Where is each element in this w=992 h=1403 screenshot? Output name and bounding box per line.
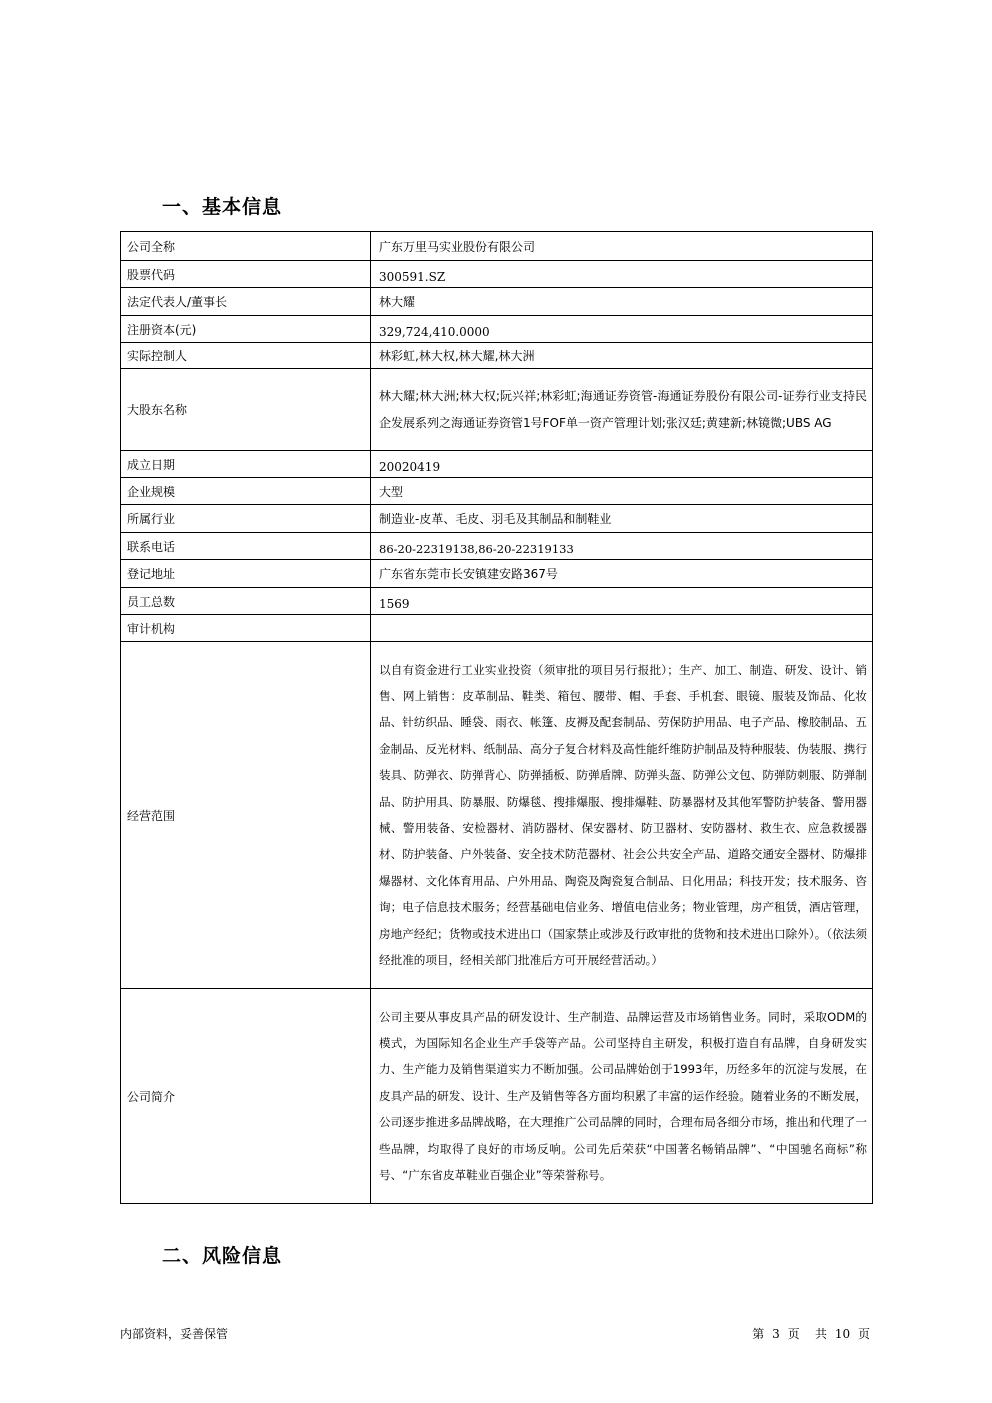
table-row bbox=[121, 288, 873, 316]
row-value: 20020419 bbox=[371, 451, 873, 478]
row-label: 公司简介 bbox=[121, 989, 371, 1204]
row-value: 林彩虹,林大权,林大耀,林大洲 bbox=[371, 343, 873, 369]
row-label: 成立日期 bbox=[121, 451, 371, 478]
page-number bbox=[750, 1325, 872, 1342]
table-row bbox=[121, 478, 873, 505]
row-value: 制造业-皮革、毛皮、羽毛及其制品和制鞋业 bbox=[371, 505, 873, 533]
row-label: 法定代表人/董事长 bbox=[121, 288, 371, 316]
table-row bbox=[121, 369, 873, 451]
row-label: 联系电话 bbox=[121, 533, 371, 560]
row-value bbox=[371, 615, 873, 642]
row-label: 股票代码 bbox=[121, 261, 371, 288]
row-label: 审计机构 bbox=[121, 615, 371, 642]
row-value: 300591.SZ bbox=[371, 261, 873, 288]
row-value: 广东省东莞市长安镇建安路367号 bbox=[371, 560, 873, 588]
row-value: 公司主要从事皮具产品的研发设计、生产制造、品牌运营及市场销售业务。同时，采取ODM的模式，为国际知名企业生产手袋等产品。公司坚持自主研发，积极打造自有品牌，自身研发实力、生产能力及销售渠道实力不断加强。公司品牌始创于1993年，历经多年的沉淀与发展，在皮具产品的研发、设计、生产及销售等各方面均积累了丰富的运作经验。随着业务的不断发展，公司逐步推进多品牌战略，在大理推广公司品牌的同时，合理布局各细分市场，推出和代理了一些品牌，均取得了良好的市场反响。公司先后荣获“中国著名畅销品牌”、“中国驰名商标”称号、“广东省皮革鞋业百强企业”等荣誉称号。 bbox=[371, 989, 873, 1204]
table-row bbox=[121, 989, 873, 1204]
page-current: 3 bbox=[772, 1327, 780, 1341]
footer-confidential-note: 内部资料，妥善保管 bbox=[120, 1327, 229, 1341]
row-label: 大股东名称 bbox=[121, 369, 371, 451]
row-value: 林大耀 bbox=[371, 288, 873, 316]
row-value: 大型 bbox=[371, 478, 873, 505]
row-label: 公司全称 bbox=[121, 232, 371, 261]
row-value: 329,724,410.0000 bbox=[371, 316, 873, 343]
section-title-risk-info: 二、风险信息 bbox=[162, 1245, 283, 1267]
table-row bbox=[121, 560, 873, 588]
row-label: 实际控制人 bbox=[121, 343, 371, 369]
row-value: 以自有资金进行工业实业投资（须审批的项目另行报批）；生产、加工、制造、研发、设计、销售、网上销售：皮革制品、鞋类、箱包、腰带、帽、手套、手机套、眼镜、服装及饰品、化妆品、针纺织品、睡袋、雨衣、帐篷、皮褥及配套制品、劳保防护用品、电子产品、橡胶制品、五金制品、反光材料、纸制品、高分子复合材料及高性能纤维防护制品及特种服装、伪装服、携行装具、防弹衣、防弹背心、防弹插板、防弹盾牌、防弹头盔、防弹公文包、防弹防刺服、防弹制品、防护用具、防暴服、防爆毯、搜排爆服、搜排爆鞋、防暴器材及其他军警防护装备、警用器械、警用装备、安检器材、消防器材、保安器材、防卫器材、安防器材、救生衣、应急救援器材、防护装备、户外装备、安全技术防范器材、社会公共安全产品、道路交通安全器材、防爆排爆器材、文化体育用品、户外用品、陶瓷及陶瓷复合制品、日化用品；科技开发；技术服务、咨询；电子信息技术服务；经营基础电信业务、增值电信业务；物业管理，房产租赁，酒店管理，房地产经纪；货物或技术进出口（国家禁止或涉及行政审批的货物和技术进出口除外）。（依法须经批准的项目，经相关部门批准后方可开展经营活动。） bbox=[371, 642, 873, 989]
row-label: 登记地址 bbox=[121, 560, 371, 588]
row-label: 员工总数 bbox=[121, 588, 371, 615]
total-prefix: 共 bbox=[815, 1327, 828, 1341]
row-label: 企业规模 bbox=[121, 478, 371, 505]
table-row bbox=[121, 316, 873, 343]
row-value: 林大耀;林大洲;林大权;阮兴祥;林彩虹;海通证券资管-海通证券股份有限公司-证券行业支持民企发展系列之海通证券资管1号FOF单一资产管理计划;张汉廷;黄建新;林镜微;UBS AG bbox=[371, 369, 873, 451]
basic-info-table bbox=[120, 231, 873, 1204]
row-label: 经营范围 bbox=[121, 642, 371, 989]
row-label: 注册资本(元) bbox=[121, 316, 371, 343]
row-value: 广东万里马实业股份有限公司 bbox=[371, 232, 873, 261]
page-prefix: 第 bbox=[752, 1327, 765, 1341]
total-unit: 页 bbox=[857, 1327, 870, 1341]
table-row bbox=[121, 505, 873, 533]
row-label: 所属行业 bbox=[121, 505, 371, 533]
table-row bbox=[121, 533, 873, 560]
table-row bbox=[121, 642, 873, 989]
row-value: 1569 bbox=[371, 588, 873, 615]
table-row bbox=[121, 343, 873, 369]
table-row bbox=[121, 261, 873, 288]
table-row bbox=[121, 451, 873, 478]
section-title-basic-info: 一、基本信息 bbox=[162, 196, 283, 218]
table-row bbox=[121, 615, 873, 642]
page-unit: 页 bbox=[787, 1327, 800, 1341]
page-total: 10 bbox=[834, 1327, 851, 1341]
table-row bbox=[121, 232, 873, 261]
table-row bbox=[121, 588, 873, 615]
row-value: 86-20-22319138,86-20-22319133 bbox=[371, 533, 873, 560]
